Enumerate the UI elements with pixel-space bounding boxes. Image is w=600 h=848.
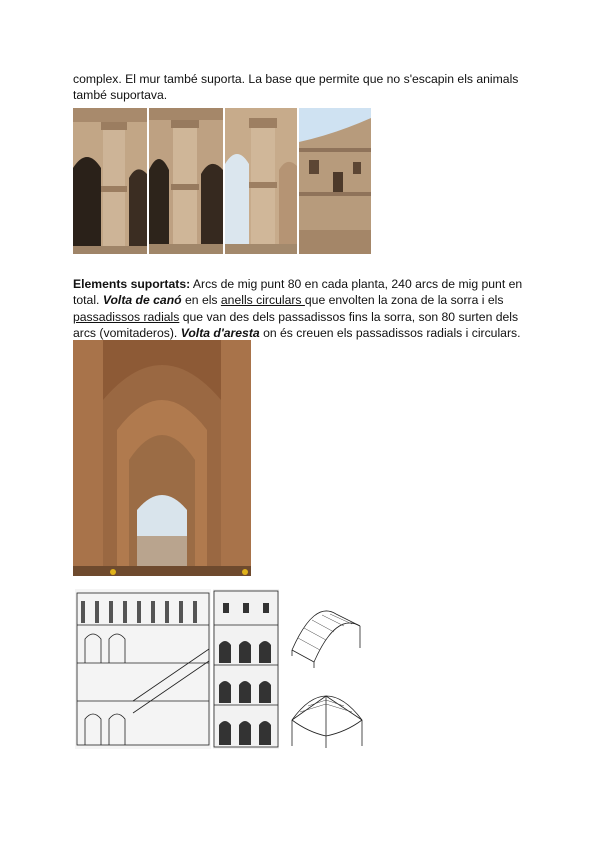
label-supported-elements: Elements suportats: [73,277,191,291]
drawing-barrel-vault [284,590,368,670]
paragraph-wall-support [73,71,533,104]
text-span: en els [181,293,221,308]
link-circular-rings[interactable]: anells circulars [220,293,305,308]
drawing-colosseum-section [75,589,211,749]
photo-arch-column-3 [225,108,297,254]
photo-arch-column-2 [149,108,223,254]
link-radial-corridors[interactable]: passadissos radials [73,309,180,324]
drawing-colosseum-facade [213,589,279,749]
text-span: que envolten la zona de la sorra i els [304,293,504,308]
paragraph-supported-elements [73,276,533,341]
paragraph-line: també suportava. [73,88,168,103]
paragraph-line: complex. El mur també suporta. La base que permite que no s'escapin els animals [73,72,519,86]
drawing-groin-vault [286,674,368,750]
term-barrel-vault: Volta de canó [102,293,182,308]
text-span: Arcs de mig punt 80 en cada planta, 240 arcs de mig punt en total. [73,277,523,308]
text-span: que van des dels passadissos fins la sorra, son 80 surten dels arcs (vomitaderos). [73,309,519,340]
text-span: on és creuen els passadissos radials i circulars. [259,325,521,340]
term-groin-vault: Volta d'aresta [180,325,260,340]
photo-arch-column-1 [73,108,147,254]
photo-colosseum-wall [299,108,371,254]
photo-barrel-vault-tunnel [73,340,251,576]
